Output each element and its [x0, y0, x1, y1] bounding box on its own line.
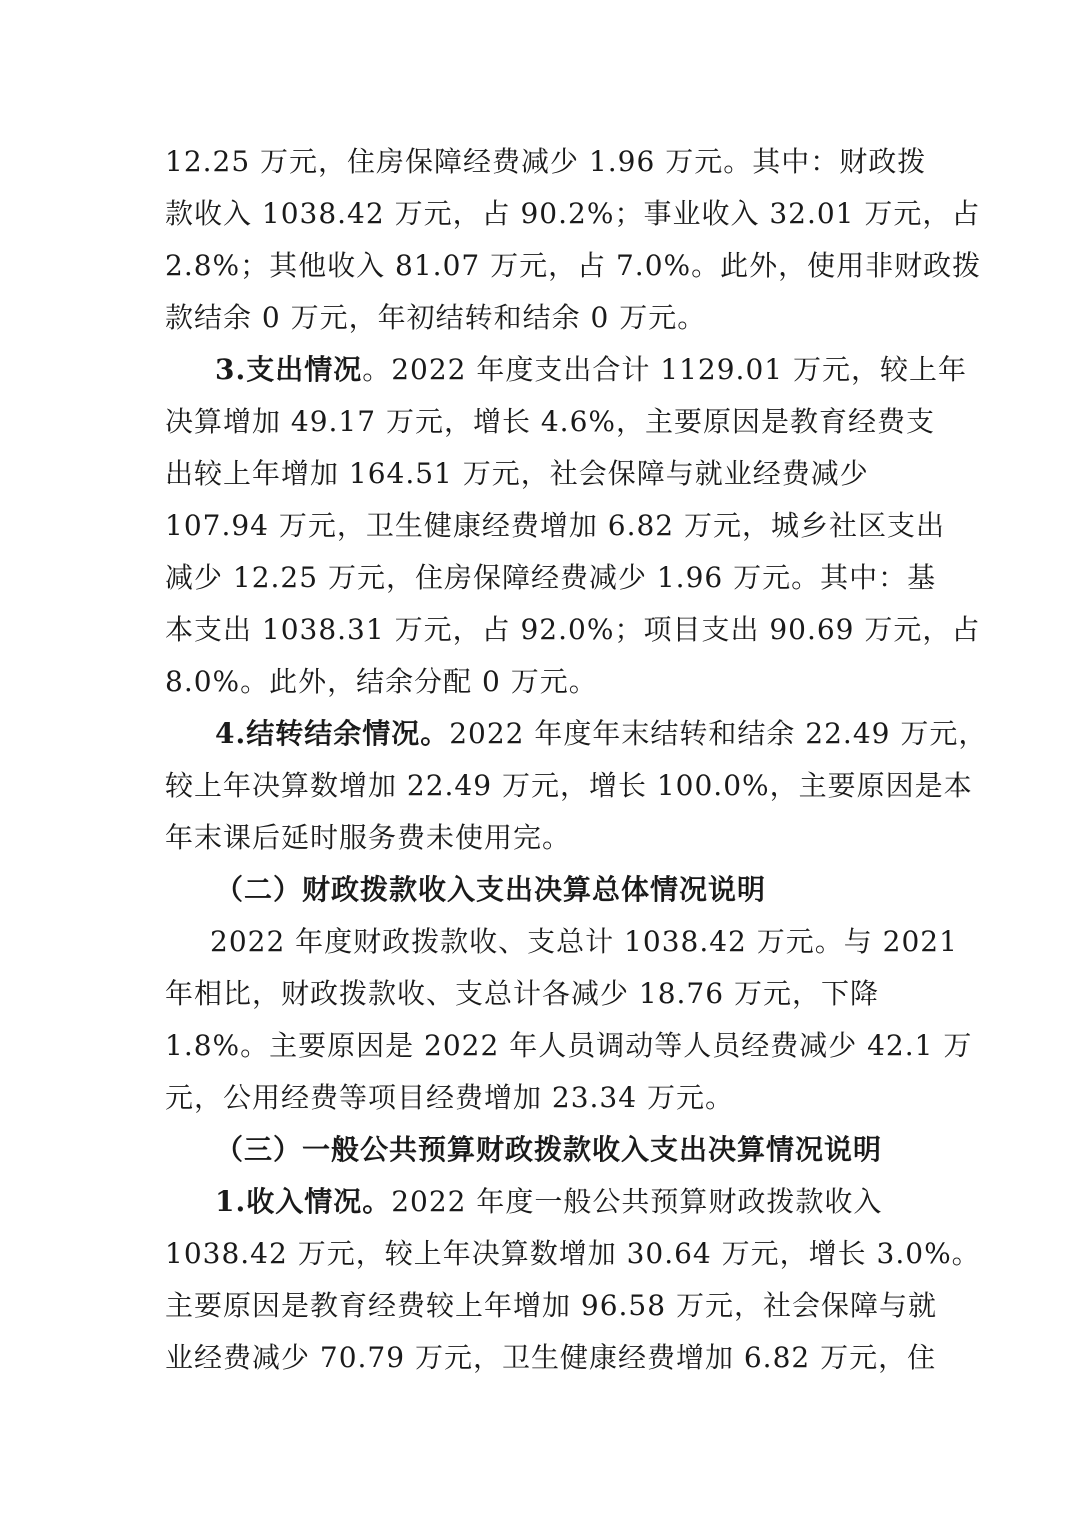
text-line	[215, 870, 766, 910]
text-line: 1.收入情况。2022 年度一般公共预算财政拨款收入	[215, 1185, 883, 1218]
text-line: 决算增加 49.17 万元，增长 4.6%，主要原因是教育经费支	[165, 405, 935, 438]
text-line: 减少 12.25 万元，住房保障经费减少 1.96 万元。其中：基	[165, 561, 937, 594]
text-line: 出较上年增加 164.51 万元，社会保障与就业经费减少	[165, 457, 869, 490]
section-heading: （三）一般公共预算财政拨款收入支出决算情况说明	[215, 1133, 883, 1166]
section-heading: 1.收入情况。	[215, 1185, 392, 1218]
text-line: 2.8%；其他收入 81.07 万元，占 7.0%。此外，使用非财政拨	[165, 249, 982, 282]
text-line	[215, 1130, 882, 1170]
text-line: 主要原因是教育经费较上年增加 96.58 万元，社会保障与就	[165, 1289, 937, 1322]
text-line: 年末课后延时服务费未使用完。	[165, 821, 572, 854]
text-line: 元，公用经费等项目经费增加 23.34 万元。	[165, 1081, 734, 1114]
text-line: 4.结转结余情况。2022 年度年末结转和结余 22.49 万元，	[215, 717, 988, 750]
section-heading: 4.结转结余情况。	[215, 717, 450, 750]
text-line: 8.0%。此外，结余分配 0 万元。	[165, 665, 598, 698]
text-line: 1.8%。主要原因是 2022 年人员调动等人员经费减少 42.1 万	[165, 1029, 973, 1062]
section-heading: 3.支出情况	[215, 353, 363, 386]
text-line: 1038.42 万元，较上年决算数增加 30.64 万元，增长 3.0%。	[165, 1237, 981, 1270]
text-line: 2022 年度财政拨款收、支总计 1038.42 万元。与 2021	[210, 925, 958, 958]
text-line: 款收入 1038.42 万元，占 90.2%；事业收入 32.01 万元，占	[165, 197, 981, 230]
text-line: 本支出 1038.31 万元，占 92.0%；项目支出 90.69 万元，占	[165, 613, 981, 646]
section-heading: （二）财政拨款收入支出决算总体情况说明	[215, 873, 767, 906]
text-line: 107.94 万元，卫生健康经费增加 6.82 万元，城乡社区支出	[165, 509, 946, 542]
text-line: 年相比，财政拨款收、支总计各减少 18.76 万元，下降	[165, 977, 879, 1010]
text-line: 较上年决算数增加 22.49 万元，增长 100.0%，主要原因是本	[165, 769, 973, 802]
text-line: 业经费减少 70.79 万元，卫生健康经费增加 6.82 万元，住	[165, 1341, 937, 1374]
text-line: 3.支出情况。2022 年度支出合计 1129.01 万元，较上年	[215, 353, 967, 386]
text-line: 12.25 万元，住房保障经费减少 1.96 万元。其中：财政拨	[165, 145, 927, 178]
text-line: 款结余 0 万元，年初结转和结余 0 万元。	[165, 301, 707, 334]
